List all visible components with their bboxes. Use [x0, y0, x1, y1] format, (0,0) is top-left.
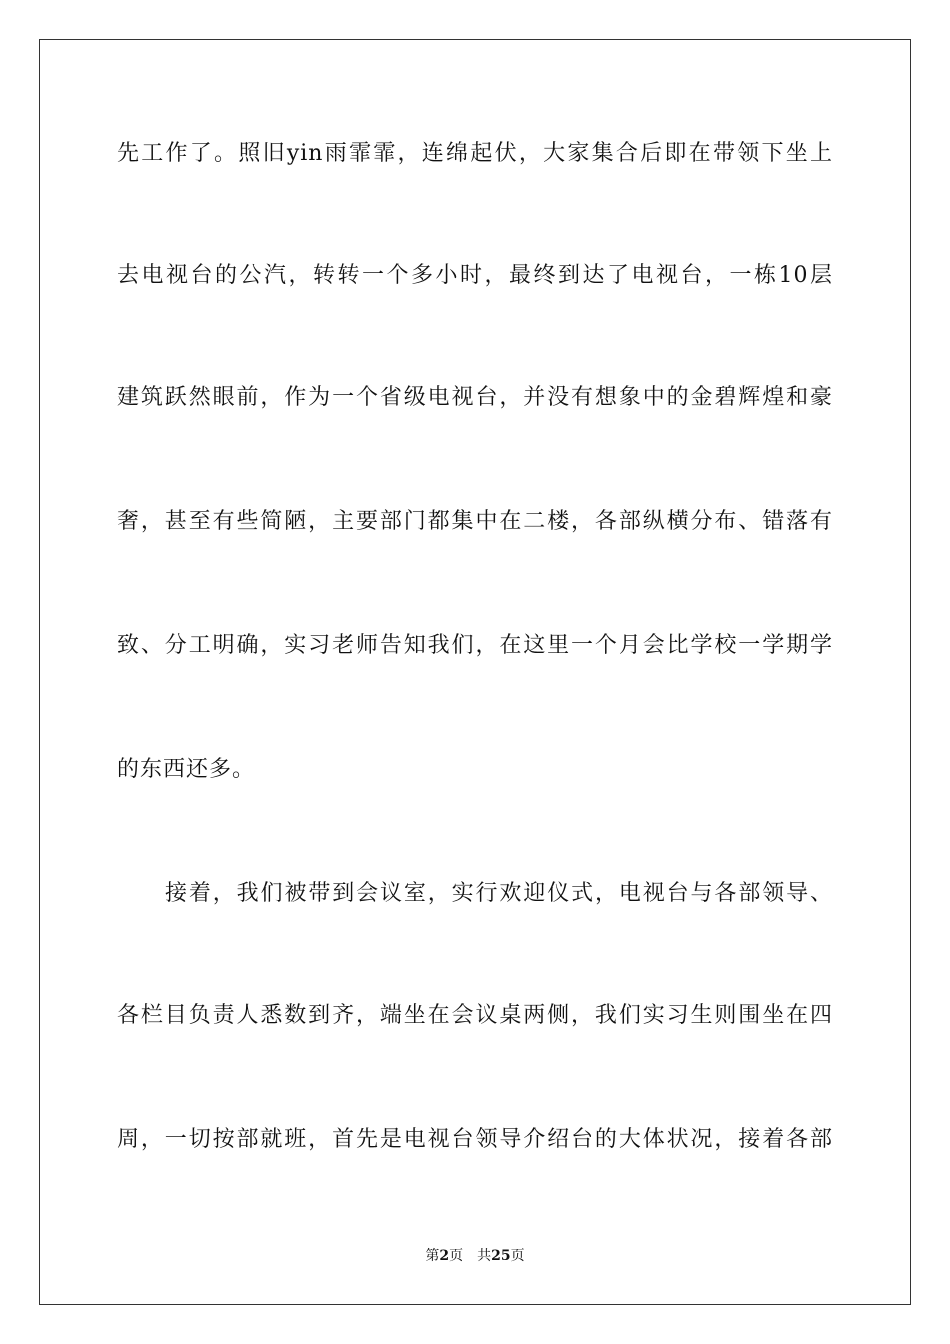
text-line: 建筑跃然眼前，作为一个省级电视台，并没有想象中的金碧辉煌和豪: [117, 385, 833, 410]
page-footer: [0, 1247, 950, 1265]
page-number: 2: [439, 1248, 450, 1264]
text-line: 的东西还多。: [117, 757, 256, 782]
text-line: 各栏目负责人悉数到齐，端坐在会议桌两侧，我们实习生则围坐在四: [117, 1003, 833, 1028]
text-line: 接着，我们被带到会议室，实行欢迎仪式，电视台与各部领导、: [165, 881, 833, 906]
total-suffix: 页: [510, 1248, 525, 1264]
text-line: 周，一切按部就班，首先是电视台领导介绍台的大体状况，接着各部: [117, 1127, 833, 1152]
page-prefix: 第: [425, 1248, 440, 1264]
page-border: [39, 39, 911, 1305]
page-suffix: 页: [449, 1248, 464, 1264]
text-line: 去电视台的公汽，转转一个多小时，最终到达了电视台，一栋10层: [117, 263, 833, 288]
text-line: 奢，甚至有些简陋，主要部门都集中在二楼，各部纵横分布、错落有: [117, 509, 833, 534]
total-pages: 25: [491, 1248, 511, 1264]
text-line: 先工作了。照旧yin雨霏霏，连绵起伏，大家集合后即在带领下坐上: [117, 141, 833, 166]
total-prefix: 共: [477, 1248, 492, 1264]
text-line: 致、分工明确，实习老师告知我们，在这里一个月会比学校一学期学: [117, 633, 833, 658]
